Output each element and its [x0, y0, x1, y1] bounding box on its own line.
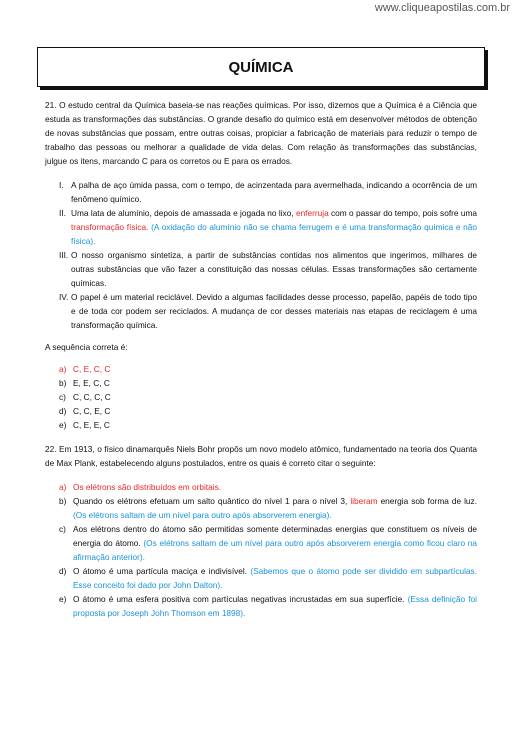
question-22-intro: 22. Em 1913, o físico dinamarquês Niels Bohr propôs um novo modelo atômico, fundamentado na teoria dos Quanta de Max Plank, estabelecendo alguns postulados, entre os quais é correto citar o seguinte:: [45, 444, 477, 468]
text-run: transformação física.: [71, 222, 149, 232]
option-letter: e): [59, 594, 67, 604]
answer-option: [45, 390, 477, 404]
page-title: QUÍMICA: [37, 47, 485, 87]
item-number: I.: [59, 180, 64, 190]
question-22-options: [45, 480, 477, 620]
text-run: (Os elétrons saltam de um nível para outro após absorverem energia como ficou claro na afirmação anterior).: [73, 538, 478, 562]
item-text: [71, 178, 477, 206]
question-21-options: [45, 362, 477, 432]
option-letter: d): [59, 566, 67, 576]
text-run: A palha de aço úmida passa, com o tempo, de acinzentada para avermelhada, indicando a ocorrência de um fenômeno químico.: [71, 180, 477, 204]
option-text: [73, 522, 477, 564]
statement-item: [45, 290, 477, 332]
answer-option: [45, 418, 477, 432]
answer-option: [45, 494, 477, 522]
answer-option: [45, 362, 477, 376]
document-body: [45, 98, 477, 630]
text-run: Quando os elétrons efetuam um salto quântico do nível 1 para o nível 3,: [73, 496, 351, 506]
statement-item: [45, 206, 477, 248]
item-text: [71, 290, 477, 332]
item-number: II.: [59, 208, 66, 218]
text-run: liberam: [350, 496, 378, 506]
text-run: (Sabemos que o átomo pode ser dividido em subpartículas. Esse conceito foi dado por John Dalton).: [73, 566, 477, 590]
text-run: Os elétrons são distribuídos em orbitais.: [73, 482, 222, 492]
answer-option: [45, 404, 477, 418]
text-run: (Essa definição foi proposta por Joseph John Thomson em 1898).: [73, 594, 478, 618]
item-text: [71, 248, 477, 290]
option-text: C, C, C, C: [73, 392, 111, 402]
item-number: IV.: [59, 292, 69, 302]
statement-item: [45, 178, 477, 206]
option-letter: c): [59, 392, 66, 402]
option-text: E, E, C, C: [73, 378, 110, 388]
answer-option: [45, 592, 477, 620]
item-text: [71, 206, 477, 248]
option-letter: a): [59, 482, 67, 492]
text-run: com o passar do tempo, pois sofre uma: [328, 208, 477, 218]
site-url: www.cliqueapostilas.com.br: [374, 2, 510, 14]
option-text: [73, 592, 477, 620]
option-letter: b): [59, 378, 67, 388]
sequence-label: A sequência correta é:: [45, 342, 128, 352]
text-run: (Os elétrons saltam de um nível para outro após absorverem energia).: [73, 510, 332, 520]
answer-option: [45, 522, 477, 564]
answer-option: [45, 376, 477, 390]
question-21-intro: 21. O estudo central da Química baseia-se nas reações químicas. Por isso, dizemos que a Química é a Ciência que estuda as transformações das substâncias. O grande desafio do químico está em desenvolver métodos de obtenção de novas substâncias que possam, entre outras coisas, propiciar a fabricação de materiais para reduzir o tempo de trabalho das pessoas ou melhorar a qualidade de vida delas. Com relação às transformações das substâncias, julgue os itens, marcando C para os corretos ou E para os errados.: [45, 100, 477, 166]
option-letter: c): [59, 524, 66, 534]
statement-item: [45, 248, 477, 290]
text-run: (A oxidação do alumínio não se chama ferrugem e é uma transformação química e não física).: [71, 222, 477, 246]
text-run: O nosso organismo sintetiza, a partir de substâncias contidas nos alimentos que ingerimos, milhares de outras substâncias que vão fazer a constituição das nossas células. Essas transformações são certamente químicas.: [71, 250, 477, 288]
text-run: O papel é um material reciclável. Devido a algumas facilidades desse processo, papelão, papéis de todo tipo e de toda cor podem ser reciclados. A mudança de cor desses materiais nas etapas de reciclagem é uma transformação química.: [71, 292, 477, 330]
text-run: O átomo é uma partícula maciça e indivisível.: [73, 566, 251, 576]
option-letter: e): [59, 420, 67, 430]
option-text: C, E, E, C: [73, 420, 110, 430]
option-text: [73, 494, 477, 522]
option-text: [73, 564, 477, 592]
text-run: Uma lata de alumínio, depois de amassada e jogada no lixo,: [71, 208, 296, 218]
text-run: O átomo é uma esfera positiva com partículas negativas incrustadas em sua superfície.: [73, 594, 408, 604]
option-text: C, E, C, C: [73, 364, 111, 374]
text-run: energia sob forma de luz.: [377, 496, 477, 506]
answer-option: [45, 564, 477, 592]
answer-option: [45, 480, 477, 494]
option-letter: a): [59, 364, 67, 374]
text-run: Aos elétrons dentro do átomo são permitidas somente determinadas energias que constituem os níveis de energia do átomo.: [73, 524, 477, 548]
option-letter: b): [59, 496, 67, 506]
question-21-items: [45, 178, 477, 332]
text-run: enferruja: [295, 208, 329, 218]
option-text: C, C, E, C: [73, 406, 111, 416]
item-number: III.: [59, 250, 69, 260]
option-text: [73, 480, 477, 494]
option-letter: d): [59, 406, 67, 416]
